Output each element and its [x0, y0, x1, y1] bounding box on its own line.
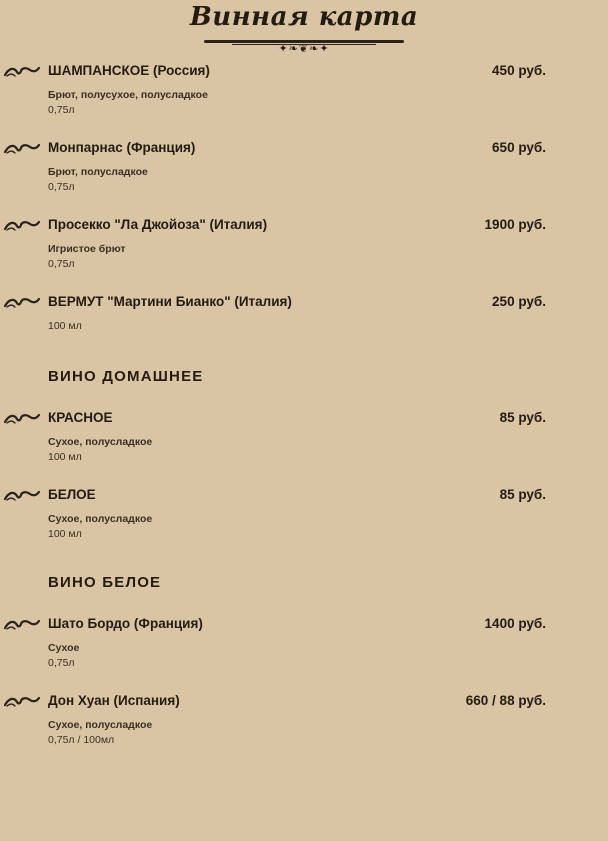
flourish-bullet-icon	[4, 295, 40, 309]
item-name: Шато Бордо (Франция)	[48, 616, 203, 631]
item-description: Брют, полусухое, полусладкое	[48, 89, 208, 101]
flourish-bullet-icon	[4, 694, 40, 708]
item-description: Сухое, полусладкое	[48, 436, 153, 448]
flourish-bullet-icon	[4, 488, 40, 502]
item-volume: 0,75л	[48, 104, 75, 116]
item-description: Игристое брют	[48, 243, 126, 255]
item-name: ШАМПАНСКОЕ (Россия)	[48, 63, 210, 78]
flourish-bullet-icon	[4, 141, 40, 155]
item-volume: 0,75л	[48, 181, 75, 193]
item-price: 1900 руб.	[484, 217, 546, 232]
flourish-bullet-icon	[4, 218, 40, 232]
item-price: 85 руб.	[499, 487, 546, 502]
item-name: Дон Хуан (Испания)	[48, 693, 180, 708]
section-header	[0, 367, 608, 387]
item-volume: 100 мл	[48, 451, 82, 463]
header-divider	[204, 37, 404, 55]
item-volume: 0,75л / 100мл	[48, 734, 115, 746]
flourish-bullet-icon	[4, 617, 40, 631]
ornament-icon: ✦❧❦❧✦	[278, 42, 330, 55]
item-price: 1400 руб.	[484, 616, 546, 631]
item-price: 85 руб.	[499, 410, 546, 425]
item-name: КРАСНОЕ	[48, 410, 113, 425]
list-item[interactable]	[0, 293, 608, 333]
item-name: Монпарнас (Франция)	[48, 140, 196, 155]
item-volume: 100 мл	[48, 320, 82, 332]
list-item[interactable]	[0, 409, 608, 464]
item-description: Брют, полусладкое	[48, 166, 148, 178]
item-price: 450 руб.	[492, 63, 546, 78]
item-price: 250 руб.	[492, 294, 546, 309]
item-description: Сухое, полусладкое	[48, 513, 153, 525]
flourish-bullet-icon	[4, 411, 40, 425]
list-item[interactable]	[0, 692, 608, 747]
page-title: Винная карта	[189, 2, 419, 32]
flourish-bullet-icon	[4, 64, 40, 78]
list-item[interactable]	[0, 615, 608, 670]
list-item[interactable]	[0, 486, 608, 541]
item-name: Просекко "Ла Джойоза" (Италия)	[48, 217, 268, 232]
item-volume: 0,75л	[48, 258, 75, 270]
item-name: БЕЛОЕ	[48, 487, 96, 502]
section-title: ВИНО БЕЛОЕ	[48, 574, 162, 591]
section-title: ВИНО ДОМАШНЕЕ	[48, 368, 204, 385]
item-description: Сухое, полусладкое	[48, 719, 153, 731]
item-description: Сухое	[48, 642, 80, 654]
page-header	[0, 0, 608, 62]
item-price: 650 руб.	[492, 140, 546, 155]
list-item[interactable]	[0, 139, 608, 194]
item-volume: 100 мл	[48, 528, 82, 540]
item-price: 660 / 88 руб.	[465, 693, 546, 708]
menu-list	[0, 62, 608, 747]
item-name: ВЕРМУТ "Мартини Бианко" (Италия)	[48, 294, 292, 309]
list-item[interactable]	[0, 216, 608, 271]
list-item[interactable]	[0, 62, 608, 117]
item-volume: 0,75л	[48, 657, 75, 669]
section-header	[0, 573, 608, 593]
